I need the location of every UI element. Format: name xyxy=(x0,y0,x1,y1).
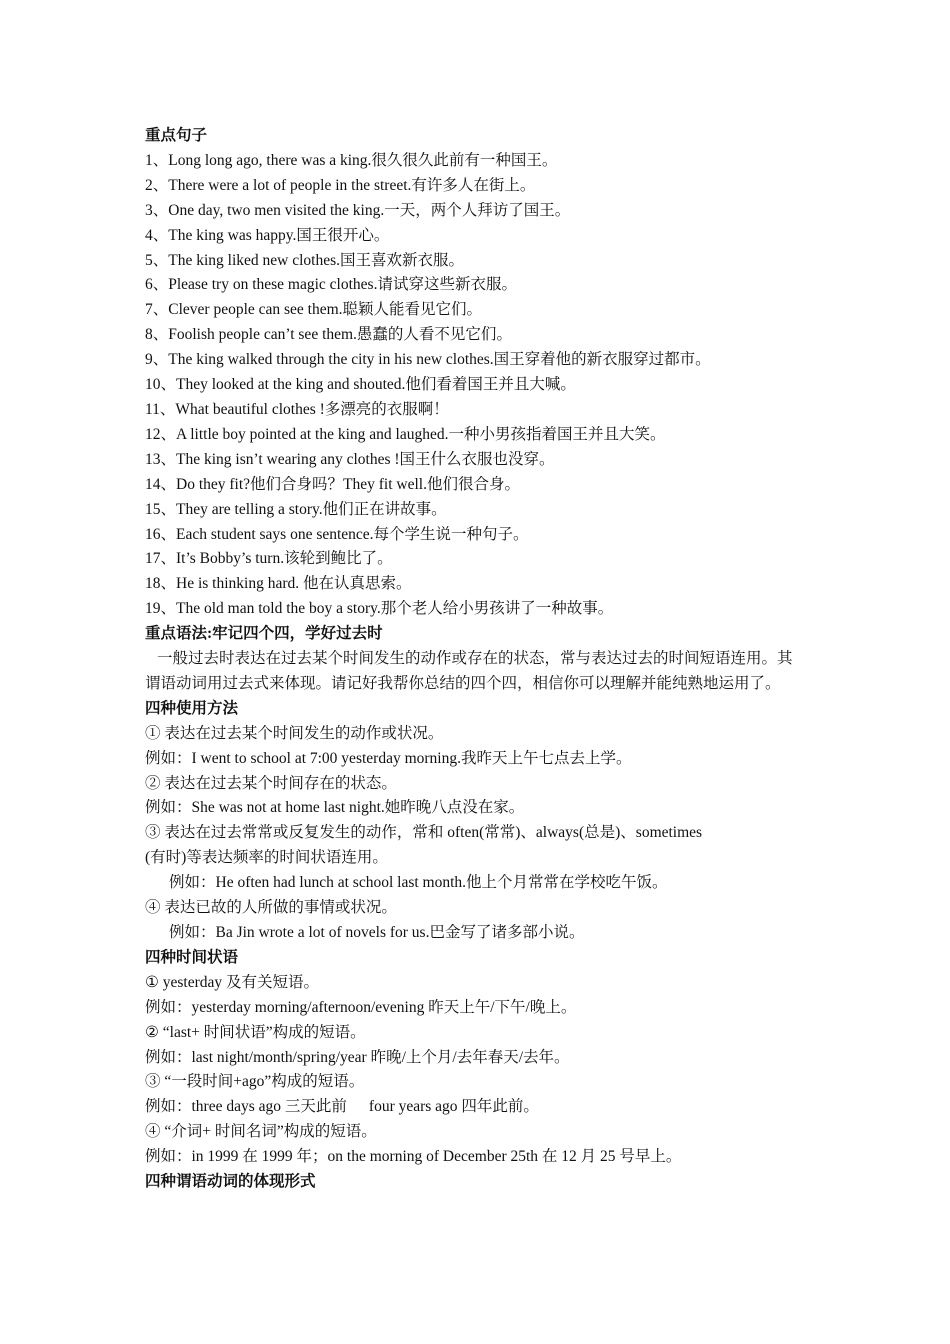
sentence-16: 16、Each student says one sentence.每个学生说一种句子。 xyxy=(145,525,529,543)
sentence-8: 8、Foolish people can’t see them.愚蠢的人看不见它们。 xyxy=(145,326,512,344)
sentence-7: 7、Clever people can see them.聪颖人能看见它们。 xyxy=(145,301,483,319)
usage-example-2: 例如：She was not at home last night.她昨晚八点没在家。 xyxy=(145,799,525,817)
time-example-3b: four years ago 四年此前。 xyxy=(368,1098,539,1116)
time-heading: 四种时间状语 xyxy=(145,948,239,966)
usage-item-4: ④ 表达已故的人所做的事情或状况。 xyxy=(145,899,397,917)
usage-item-2: ② 表达在过去某个时间存在的状态。 xyxy=(145,774,397,792)
sentence-17: 17、It’s Bobby’s turn.该轮到鲍比了。 xyxy=(145,550,393,568)
time-example-1: 例如：yesterday morning/afternoon/evening 昨天上午/下午/晚上。 xyxy=(145,998,577,1016)
sentence-14: 14、Do they fit?他们合身吗？They fit well.他们很合身。 xyxy=(145,475,520,493)
sentence-3: 3、One day, two men visited the king.一天，两个人拜访了国王。 xyxy=(145,201,571,219)
verbs-heading: 四种谓语动词的体现形式 xyxy=(145,1173,316,1191)
time-example-4: 例如：in 1999 在 1999 年；on the morning of December 25th 在 12 月 25 号早上。 xyxy=(145,1148,682,1166)
sentence-5: 5、The king liked new clothes.国王喜欢新衣服。 xyxy=(145,251,464,269)
grammar-heading: 重点语法:牢记四个四，学好过去时 xyxy=(145,625,383,643)
usage-example-3: 例如：He often had lunch at school last month.他上个月常常在学校吃午饭。 xyxy=(169,874,668,892)
time-item-1: ① yesterday 及有关短语。 xyxy=(145,973,320,991)
sentence-10: 10、They looked at the king and shouted.他们看着国王并且大喊。 xyxy=(145,376,576,394)
sentence-12: 12、A little boy pointed at the king and laughed.一种小男孩指着国王并且大笑。 xyxy=(145,425,666,443)
sentence-13: 13、The king isn’t wearing any clothes !国王什么衣服也没穿。 xyxy=(145,450,555,468)
time-item-2: ② “last+ 时间状语”构成的短语。 xyxy=(145,1023,366,1041)
usage-item-3-line1: ③ 表达在过去常常或反复发生的动作，常和 often(常常)、always(总是)、sometimes xyxy=(145,824,703,842)
usage-item-1: ① 表达在过去某个时间发生的动作或状况。 xyxy=(145,724,444,742)
document-body xyxy=(145,124,805,1195)
usage-heading: 四种使用方法 xyxy=(145,699,239,717)
sentence-4: 4、The king was happy.国王很开心。 xyxy=(145,226,390,244)
usage-example-1: 例如：I went to school at 7:00 yesterday morning.我昨天上午七点去上学。 xyxy=(145,749,632,767)
sentence-11: 11、What beautiful clothes !多漂亮的衣服啊！ xyxy=(145,400,449,418)
sentence-1: 1、Long long ago, there was a king.很久很久此前有一种国王。 xyxy=(145,151,558,169)
sentence-18: 18、He is thinking hard. 他在认真思索。 xyxy=(145,575,412,593)
time-example-2: 例如：last night/month/spring/year 昨晚/上个月/去年春天/去年。 xyxy=(145,1048,570,1066)
sentence-9: 9、The king walked through the city in his new clothes.国王穿着他的新衣服穿过都市。 xyxy=(145,351,711,369)
sentence-6: 6、Please try on these magic clothes.请试穿这些新衣服。 xyxy=(145,276,517,294)
sentence-15: 15、They are telling a story.他们正在讲故事。 xyxy=(145,500,447,518)
time-example-3a: 例如：three days ago 三天此前 xyxy=(145,1098,347,1116)
sentence-19: 19、The old man told the boy a story.那个老人给小男孩讲了一种故事。 xyxy=(145,600,614,618)
usage-item-3-line2: (有时)等表达频率的时间状语连用。 xyxy=(145,849,388,867)
grammar-intro: 一般过去时表达在过去某个时间发生的动作或存在的状态，常与表达过去的时间短语连用。其谓语动词用过去式来体现。请记好我帮你总结的四个四，相信你可以理解并能纯熟地运用了。 xyxy=(145,650,793,692)
sentences-heading: 重点句子 xyxy=(145,127,208,144)
time-example-3 xyxy=(145,1095,805,1120)
time-item-4: ④ “介词+ 时间名词”构成的短语。 xyxy=(145,1123,377,1141)
sentence-2: 2、There were a lot of people in the street.有许多人在街上。 xyxy=(145,176,536,194)
usage-example-4: 例如：Ba Jin wrote a lot of novels for us.巴金写了诸多部小说。 xyxy=(169,924,585,941)
time-item-3: ③ “一段时间+ago”构成的短语。 xyxy=(145,1073,365,1091)
